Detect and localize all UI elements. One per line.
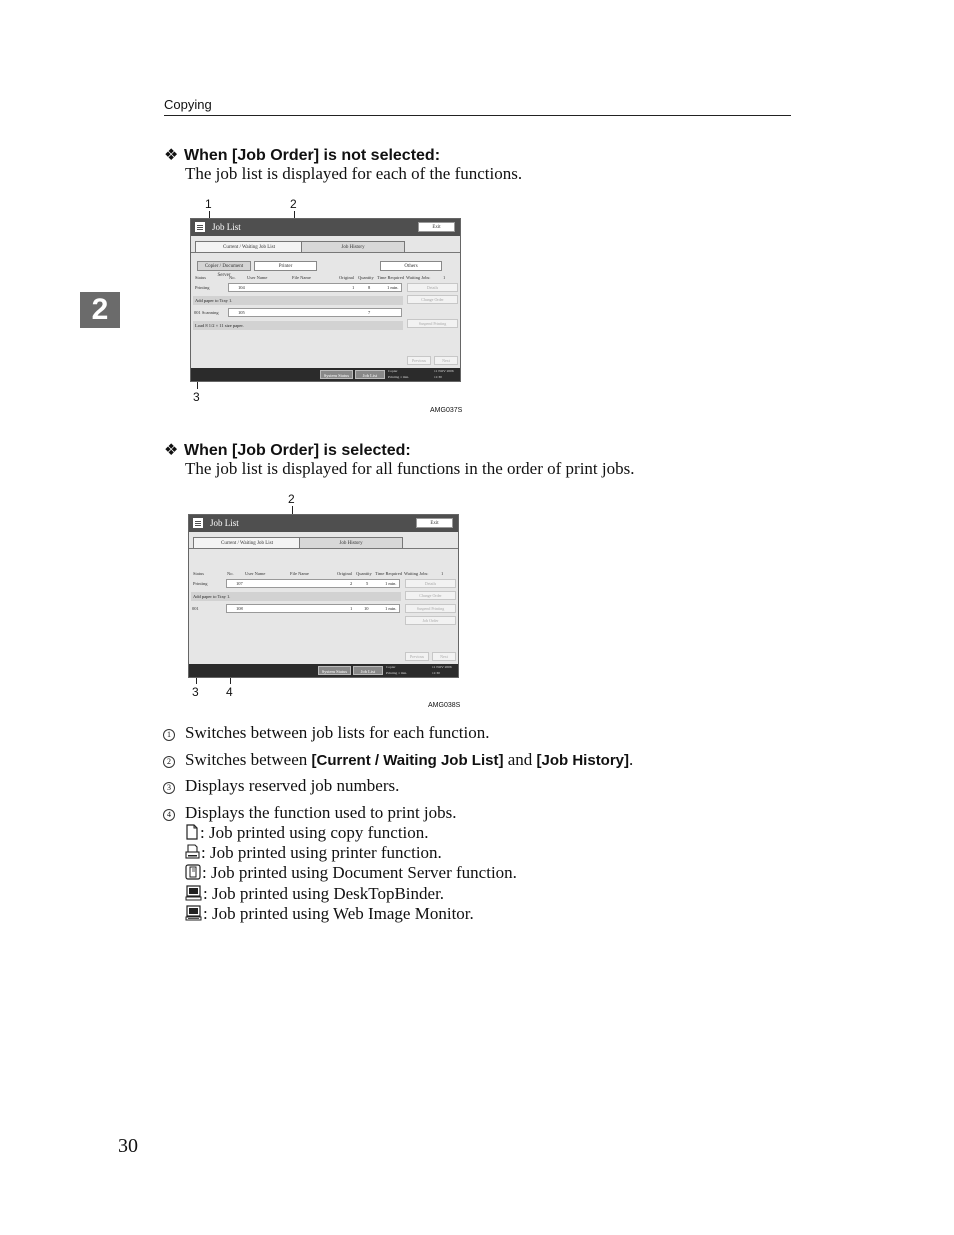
waiting-jobs-count: 1 (441, 571, 444, 576)
row-quantity: 7 (368, 310, 371, 315)
section-heading-1: ❖ When [Job Order] is not selected: (164, 147, 441, 164)
callout-3: 3 (193, 390, 200, 404)
system-status-button[interactable]: System Status (320, 370, 353, 379)
row-status: 001 Scanning (194, 310, 219, 315)
web-image-monitor-icon (185, 905, 202, 926)
icon-legend-copy: : Job printed using copy function. (185, 823, 429, 845)
status-line: Copier (386, 665, 396, 669)
job-list-screen-2 (188, 514, 459, 678)
tab-current-waiting-job-list[interactable]: Current / Waiting Job List (195, 241, 303, 252)
details-button[interactable]: Details (405, 579, 456, 588)
callout-2: 2 (288, 492, 295, 506)
column-header: Status (193, 571, 205, 576)
running-head: Copying (164, 97, 212, 112)
diamond-bullet-icon: ❖ (164, 147, 179, 164)
row-number: 107 (236, 581, 243, 586)
list-number-2: 2 (163, 753, 181, 769)
tab-divider (189, 548, 459, 549)
column-header: Original (337, 571, 352, 576)
row-quantity: 10 (364, 606, 369, 611)
list-item-2: Switches between [Current / Waiting Job List] and [Job History]. (185, 750, 634, 769)
row-time: 1 min. (387, 285, 399, 290)
suspend-printing-button[interactable]: Suspend Printing (405, 604, 456, 613)
row-time: 1 min. (385, 606, 397, 611)
suspend-printing-button[interactable]: Suspend Printing (407, 319, 458, 328)
callout-4: 4 (226, 685, 233, 699)
icon-legend-printer: : Job printed using printer function. (185, 843, 442, 865)
table-row[interactable] (228, 308, 402, 317)
filter-others[interactable]: Others (380, 261, 442, 271)
row-note: Add paper to Tray 1. (193, 594, 231, 599)
row-quantity: 5 (366, 581, 369, 586)
icon-legend-web-image-monitor: : Job printed using Web Image Monitor. (185, 904, 474, 926)
column-header: Quantity (358, 275, 374, 280)
list-number-3: 3 (163, 779, 181, 795)
column-header: Waiting Jobs: (404, 571, 429, 576)
change-order-button[interactable]: Change Order (407, 295, 458, 304)
column-header: Time Required (377, 275, 404, 280)
row-status: Printing (195, 285, 210, 290)
copy-function-icon (185, 824, 199, 845)
status-time: 11:30 (434, 375, 442, 379)
exit-button[interactable]: Exit (416, 518, 453, 528)
status-date: 11 NOV 2006 (434, 369, 454, 373)
exit-button[interactable]: Exit (418, 222, 455, 232)
previous-button[interactable]: Previous (407, 356, 431, 365)
status-time: 11:30 (432, 671, 440, 675)
row-note: Load 8 1/2 × 11 size paper. (195, 323, 244, 328)
chapter-tab: 2 (80, 292, 120, 328)
section-heading-2: ❖ When [Job Order] is selected: (164, 442, 411, 459)
column-header: No. (229, 275, 236, 280)
icon-legend-document-server: : Job printed using Document Server function. (185, 863, 517, 885)
document-server-icon (185, 864, 201, 885)
system-status-button[interactable]: System Status (318, 666, 351, 675)
printer-function-icon (185, 844, 200, 865)
screen-title-bar: Job List (191, 219, 460, 236)
column-header: No. (227, 571, 234, 576)
job-list-icon (193, 518, 203, 528)
screen-title-bar: Job List (189, 515, 458, 532)
job-list-button[interactable]: Job List (353, 666, 383, 675)
row-status: Printing (193, 581, 208, 586)
job-list-screen-1 (190, 218, 461, 382)
desktopbinder-icon (185, 885, 202, 906)
list-number-1: 1 (163, 726, 181, 742)
filter-copier-document-server[interactable]: Copier / Document Server (197, 261, 251, 271)
row-original: 2 (350, 581, 353, 586)
list-item-3: Displays reserved job numbers. (185, 776, 400, 795)
page-number: 30 (118, 1135, 138, 1157)
row-number: 104 (238, 285, 245, 290)
column-header: Time Required (375, 571, 402, 576)
details-button[interactable]: Details (407, 283, 458, 292)
row-original: 1 (350, 606, 353, 611)
waiting-jobs-count: 1 (443, 275, 446, 280)
column-header: Waiting Jobs: (406, 275, 431, 280)
row-note: Add paper to Tray 1. (195, 298, 233, 303)
job-list-button[interactable]: Job List (355, 370, 385, 379)
column-header: User Name (245, 571, 266, 576)
row-number: 108 (236, 606, 243, 611)
tab-divider (191, 252, 461, 253)
change-order-button[interactable]: Change Order (405, 591, 456, 600)
column-header: Quantity (356, 571, 372, 576)
status-line: Copier (388, 369, 398, 373)
tab-current-waiting-job-list[interactable]: Current / Waiting Job List (193, 537, 301, 548)
tab-job-history[interactable]: Job History (299, 537, 403, 548)
figure-id: AMG037S (430, 407, 463, 414)
callout-2: 2 (290, 197, 297, 211)
diamond-bullet-icon: ❖ (164, 442, 179, 459)
list-item-4: Displays the function used to print jobs. (185, 803, 457, 822)
row-quantity: 8 (368, 285, 371, 290)
next-button[interactable]: Next (432, 652, 456, 661)
table-row[interactable] (228, 283, 402, 292)
callout-1: 1 (205, 197, 212, 211)
row-time: 1 min. (385, 581, 397, 586)
status-line: Printing 1 min. (386, 671, 408, 675)
column-header: Status (195, 275, 207, 280)
figure-id: AMG038S (428, 702, 461, 709)
column-header: Original (339, 275, 354, 280)
row-number: 105 (238, 310, 245, 315)
status-date: 11 NOV 2006 (432, 665, 452, 669)
previous-button[interactable]: Previous (405, 652, 429, 661)
callout-3: 3 (192, 685, 199, 699)
list-number-4: 4 (163, 806, 181, 822)
column-header: User Name (247, 275, 268, 280)
header-rule (164, 115, 791, 116)
row-status: 001 (192, 606, 199, 611)
job-list-icon (195, 222, 205, 232)
section-text-2: The job list is displayed for all functions in the order of print jobs. (185, 459, 635, 478)
section-text-1: The job list is displayed for each of the functions. (185, 164, 523, 183)
row-original: 1 (352, 285, 355, 290)
next-button[interactable]: Next (434, 356, 458, 365)
icon-legend-desktopbinder: : Job printed using DeskTopBinder. (185, 884, 444, 906)
job-order-button[interactable]: Job Order (405, 616, 456, 625)
tab-job-history[interactable]: Job History (301, 241, 405, 252)
table-row[interactable] (226, 604, 400, 613)
column-header: File Name (292, 275, 311, 280)
status-line: Printing 1 min. (388, 375, 410, 379)
column-header: File Name (290, 571, 309, 576)
filter-printer[interactable]: Printer (254, 261, 317, 271)
table-row[interactable] (226, 579, 400, 588)
list-item-1: Switches between job lists for each function. (185, 723, 490, 742)
